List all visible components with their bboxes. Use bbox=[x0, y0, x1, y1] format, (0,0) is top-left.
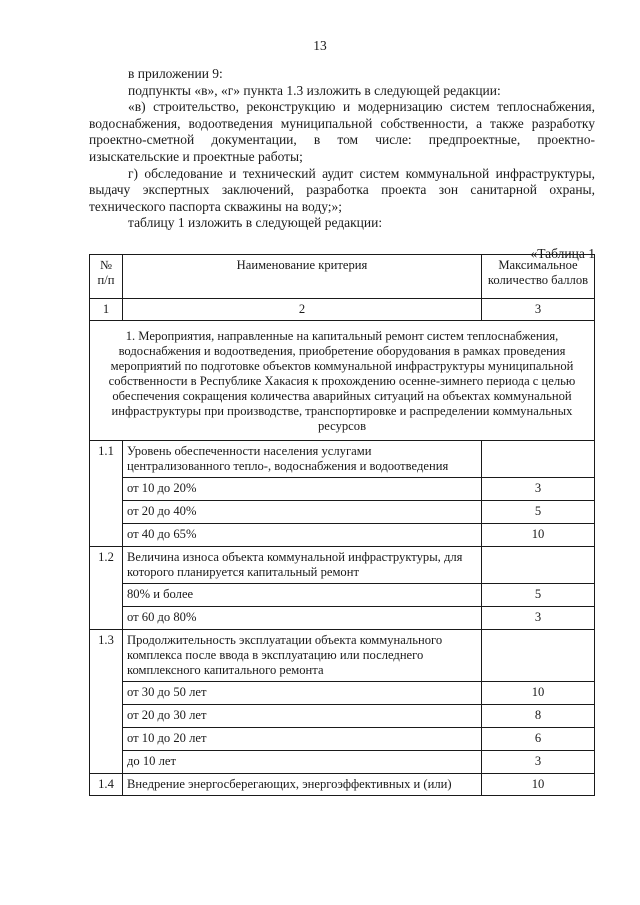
option-points: 3 bbox=[482, 478, 595, 501]
item-points-empty bbox=[482, 547, 595, 584]
option-label: от 10 до 20% bbox=[123, 478, 482, 501]
item-title: Продолжительность эксплуатации объекта коммунального комплекса после ввода в эксплуатацию или последнего комплексного капитального ремонта bbox=[123, 630, 482, 682]
col-number-2: 2 bbox=[123, 299, 482, 321]
intro-line-appendix: в приложении 9: bbox=[128, 66, 223, 81]
option-label: до 10 лет bbox=[123, 751, 482, 774]
option-points: 3 bbox=[482, 751, 595, 774]
option-label: от 20 до 40% bbox=[123, 501, 482, 524]
option-label: от 10 до 20 лет bbox=[123, 728, 482, 751]
intro-line-table: таблицу 1 изложить в следующей редакции: bbox=[128, 215, 383, 231]
item-number: 1.2 bbox=[90, 547, 123, 630]
table-row bbox=[90, 630, 595, 682]
option-points: 5 bbox=[482, 584, 595, 607]
table-row bbox=[90, 478, 595, 501]
header-num: № п/п bbox=[90, 255, 123, 299]
col-number-1: 1 bbox=[90, 299, 123, 321]
column-number-row bbox=[90, 299, 595, 321]
option-label: от 60 до 80% bbox=[123, 607, 482, 630]
section-row bbox=[90, 321, 595, 441]
table-row bbox=[90, 441, 595, 478]
col-number-3: 3 bbox=[482, 299, 595, 321]
table-caption: «Таблица 1 bbox=[530, 245, 595, 261]
table-row bbox=[90, 705, 595, 728]
item-points-empty bbox=[482, 441, 595, 478]
option-points: 10 bbox=[482, 524, 595, 547]
option-points: 10 bbox=[482, 682, 595, 705]
option-label: от 20 до 30 лет bbox=[123, 705, 482, 728]
section-title: 1. Мероприятия, направленные на капитальный ремонт систем теплоснабжения, водоснабжения и водоотведения, приобретение оборудования в рамках проведения мероприятий по подготовке объектов коммунальной инфраструктуры муниципальной собственности в Республике Хакасия к прохождению осенне-зимнего периода с целью обеспечения сокращения количества аварийных ситуаций на объектах коммунальной инфраструктуры при производстве, транспортировке и распределении коммунальных ресурсов bbox=[90, 321, 595, 441]
item-number: 1.4 bbox=[90, 774, 123, 796]
table-row bbox=[90, 584, 595, 607]
item-points: 10 bbox=[482, 774, 595, 796]
item-title: Внедрение энергосберегающих, энергоэффективных и (или) bbox=[123, 774, 482, 796]
item-number: 1.3 bbox=[90, 630, 123, 774]
item-points-empty bbox=[482, 630, 595, 682]
item-number: 1.1 bbox=[90, 441, 123, 547]
item-title: Уровень обеспеченности населения услугами централизованного тепло-, водоснабжения и водоотведения bbox=[123, 441, 482, 478]
table-row bbox=[90, 728, 595, 751]
table-row bbox=[90, 524, 595, 547]
option-label: от 40 до 65% bbox=[123, 524, 482, 547]
page-number: 13 bbox=[313, 38, 327, 53]
option-label: 80% и более bbox=[123, 584, 482, 607]
header-row bbox=[90, 255, 595, 299]
header-points: Максимальное количество баллов bbox=[482, 255, 595, 299]
intro-text bbox=[89, 66, 595, 263]
item-title: Величина износа объекта коммунальной инфраструктуры, для которого планируется капитальный ремонт bbox=[123, 547, 482, 584]
option-points: 3 bbox=[482, 607, 595, 630]
header-name: Наименование критерия bbox=[123, 255, 482, 299]
table-row bbox=[90, 774, 595, 796]
option-points: 8 bbox=[482, 705, 595, 728]
paragraph-g: г) обследование и технический аудит систем коммунальной инфраструктуры, выдачу экспертных заключений, разработка проекта зон санитарной охраны, технического паспорта скважины на воду;»; bbox=[89, 165, 595, 214]
table-row bbox=[90, 751, 595, 774]
table-row bbox=[90, 547, 595, 584]
table-row bbox=[90, 682, 595, 705]
criteria-table bbox=[89, 254, 595, 796]
option-label: от 30 до 50 лет bbox=[123, 682, 482, 705]
paragraph-v: «в) строительство, реконструкцию и модернизацию систем теплоснабжения, водоснабжения, водоотведения муниципальной собственности, а также разработку проектно-сметной документации, в том числе: предпроектные, проектно-изыскательские и проектные работы; bbox=[89, 99, 595, 164]
option-points: 5 bbox=[482, 501, 595, 524]
option-points: 6 bbox=[482, 728, 595, 751]
table-row bbox=[90, 607, 595, 630]
intro-line-subpoints: подпункты «в», «г» пункта 1.3 изложить в следующей редакции: bbox=[128, 82, 501, 98]
table-row bbox=[90, 501, 595, 524]
